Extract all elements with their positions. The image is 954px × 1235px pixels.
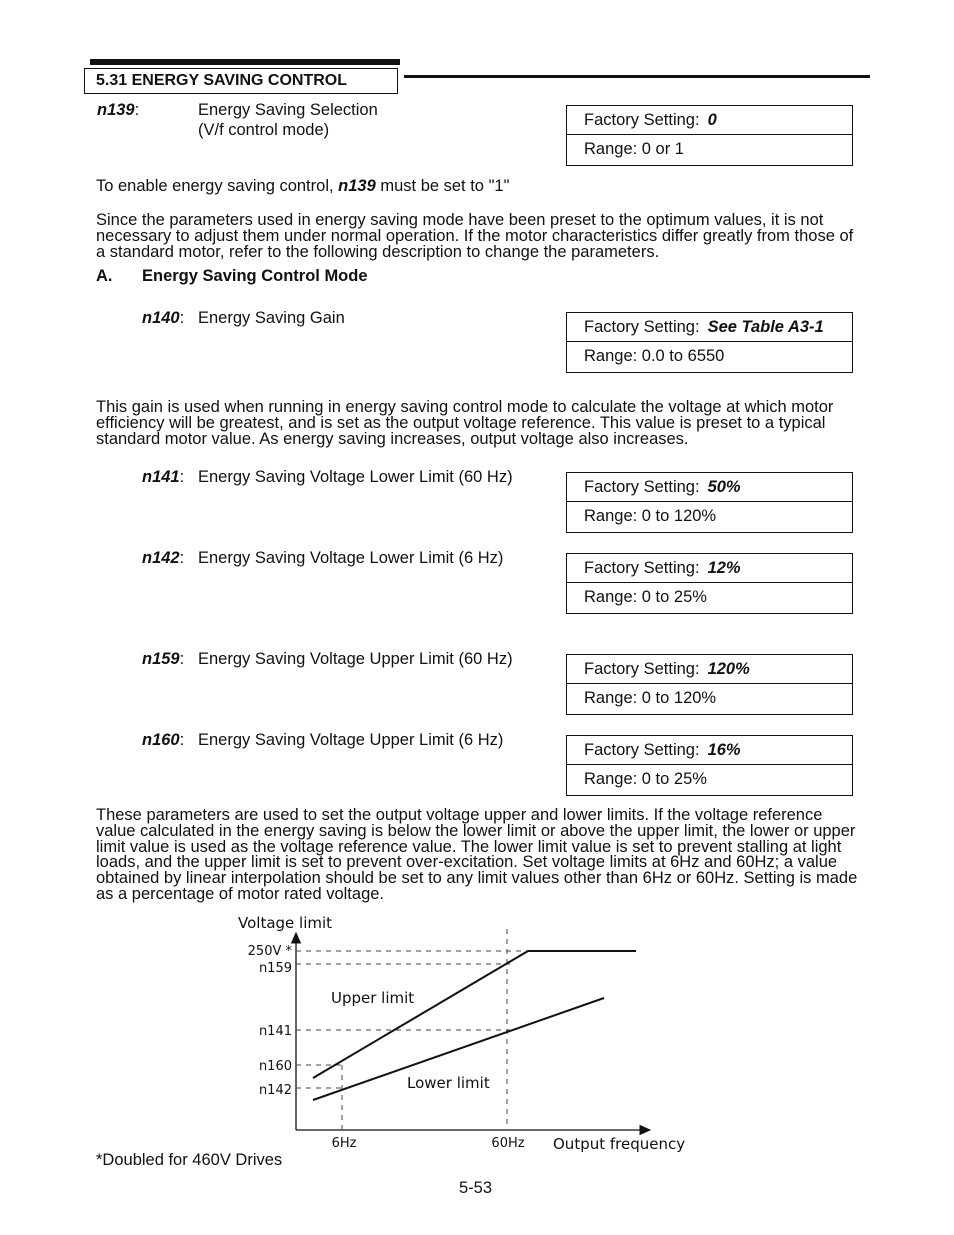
n159-range: Range: 0 to 120% — [584, 689, 717, 707]
gain-paragraph: This gain is used when running in energy saving control mode to calculate the voltage at which motor efficiency will be greatest, and is set as the output voltage reference. This value is preset to a typical standard motor value. As energy saving increases, output voltage also increases. — [96, 398, 834, 448]
n140-factory-value: See Table A3-1 — [707, 318, 824, 336]
enable-suffix: must be set to "1" — [375, 177, 510, 195]
factory-label: Factory Setting: — [584, 660, 700, 678]
n139-name-line2: (V/f control mode) — [198, 121, 330, 139]
section-title: 5.31 ENERGY SAVING CONTROL — [84, 68, 398, 94]
n160-code: n160 — [142, 731, 180, 749]
n139-code: n139 — [97, 101, 135, 119]
intro-paragraph: Since the parameters used in energy saving mode have been preset to the optimum values, it is not necessary to adjust them under normal operation. If the motor characteristics differ greatly from those of a standard motor, refer to the following description to change the parameters. — [96, 211, 854, 261]
y-tick-n160: n160 — [258, 1059, 292, 1074]
n160-name: Energy Saving Voltage Upper Limit (6 Hz) — [198, 731, 504, 749]
subsection-title: Energy Saving Control Mode — [142, 267, 368, 285]
y-tick-n141: n141 — [258, 1024, 292, 1039]
n159-name: Energy Saving Voltage Upper Limit (60 Hz) — [198, 650, 513, 668]
y-tick-250v: 250V * — [247, 944, 292, 959]
y-tick-n159: n159 — [258, 961, 292, 976]
lower-limit-label: Lower limit — [407, 1074, 490, 1092]
y-axis-label: Voltage limit — [238, 914, 333, 932]
n142-code: n142 — [142, 549, 180, 567]
page-number: 5-53 — [459, 1179, 493, 1197]
factory-label: Factory Setting: — [584, 111, 700, 129]
n139-range: Range: 0 or 1 — [584, 140, 684, 158]
n141-factory-value: 50% — [707, 478, 741, 496]
n160-factory-value: 16% — [707, 741, 741, 759]
n139-factory-value: 0 — [707, 111, 717, 129]
n140-range: Range: 0.0 to 6550 — [584, 347, 725, 365]
enable-code: n139 — [338, 177, 376, 195]
n159-code: n159 — [142, 650, 180, 668]
n142-range: Range: 0 to 25% — [584, 588, 707, 606]
n142-factory-value: 12% — [707, 559, 741, 577]
n141-name: Energy Saving Voltage Lower Limit (60 Hz) — [198, 468, 513, 486]
x-tick-6hz: 6Hz — [331, 1136, 357, 1151]
n159-colon: : — [179, 650, 185, 668]
n139-colon: : — [134, 101, 140, 119]
n140-code: n140 — [142, 309, 180, 327]
n141-colon: : — [179, 468, 185, 486]
enable-prefix: To enable energy saving control, — [96, 177, 339, 195]
n140-colon: : — [179, 309, 185, 327]
n142-name: Energy Saving Voltage Lower Limit (6 Hz) — [198, 549, 504, 567]
footnote: *Doubled for 460V Drives — [96, 1151, 283, 1169]
y-tick-n142: n142 — [258, 1083, 292, 1098]
factory-label: Factory Setting: — [584, 478, 700, 496]
factory-label: Factory Setting: — [584, 318, 700, 336]
n140-name: Energy Saving Gain — [198, 309, 345, 327]
n139-name-line1: Energy Saving Selection — [198, 101, 378, 119]
upper-limit-label: Upper limit — [331, 989, 415, 1007]
factory-label: Factory Setting: — [584, 741, 700, 759]
n159-factory-value: 120% — [707, 660, 750, 678]
n141-range: Range: 0 to 120% — [584, 507, 717, 525]
upper-limit-line — [313, 951, 636, 1078]
factory-label: Factory Setting: — [584, 559, 700, 577]
n141-code: n141 — [142, 468, 180, 486]
limits-paragraph: These parameters are used to set the output voltage upper and lower limits. If the voltage reference value calculated in the energy saving is below the lower limit or above the upper limit, the lower or upper limit value is used as the voltage reference value. The lower limit value is set to prevent stalling at light loads, and the upper limit is set to prevent over-excitation. Set voltage limits at 6Hz and 60Hz; a value obtained by linear interpolation should be set to any limit values other than 6Hz or 60Hz. Setting is made as a percentage of motor rated voltage. — [96, 806, 858, 903]
subsection-letter: A. — [96, 267, 113, 285]
n160-colon: : — [179, 731, 185, 749]
n142-colon: : — [179, 549, 185, 567]
n160-range: Range: 0 to 25% — [584, 770, 707, 788]
x-tick-60hz: 60Hz — [491, 1136, 525, 1151]
x-axis-label: Output frequency — [553, 1135, 686, 1153]
